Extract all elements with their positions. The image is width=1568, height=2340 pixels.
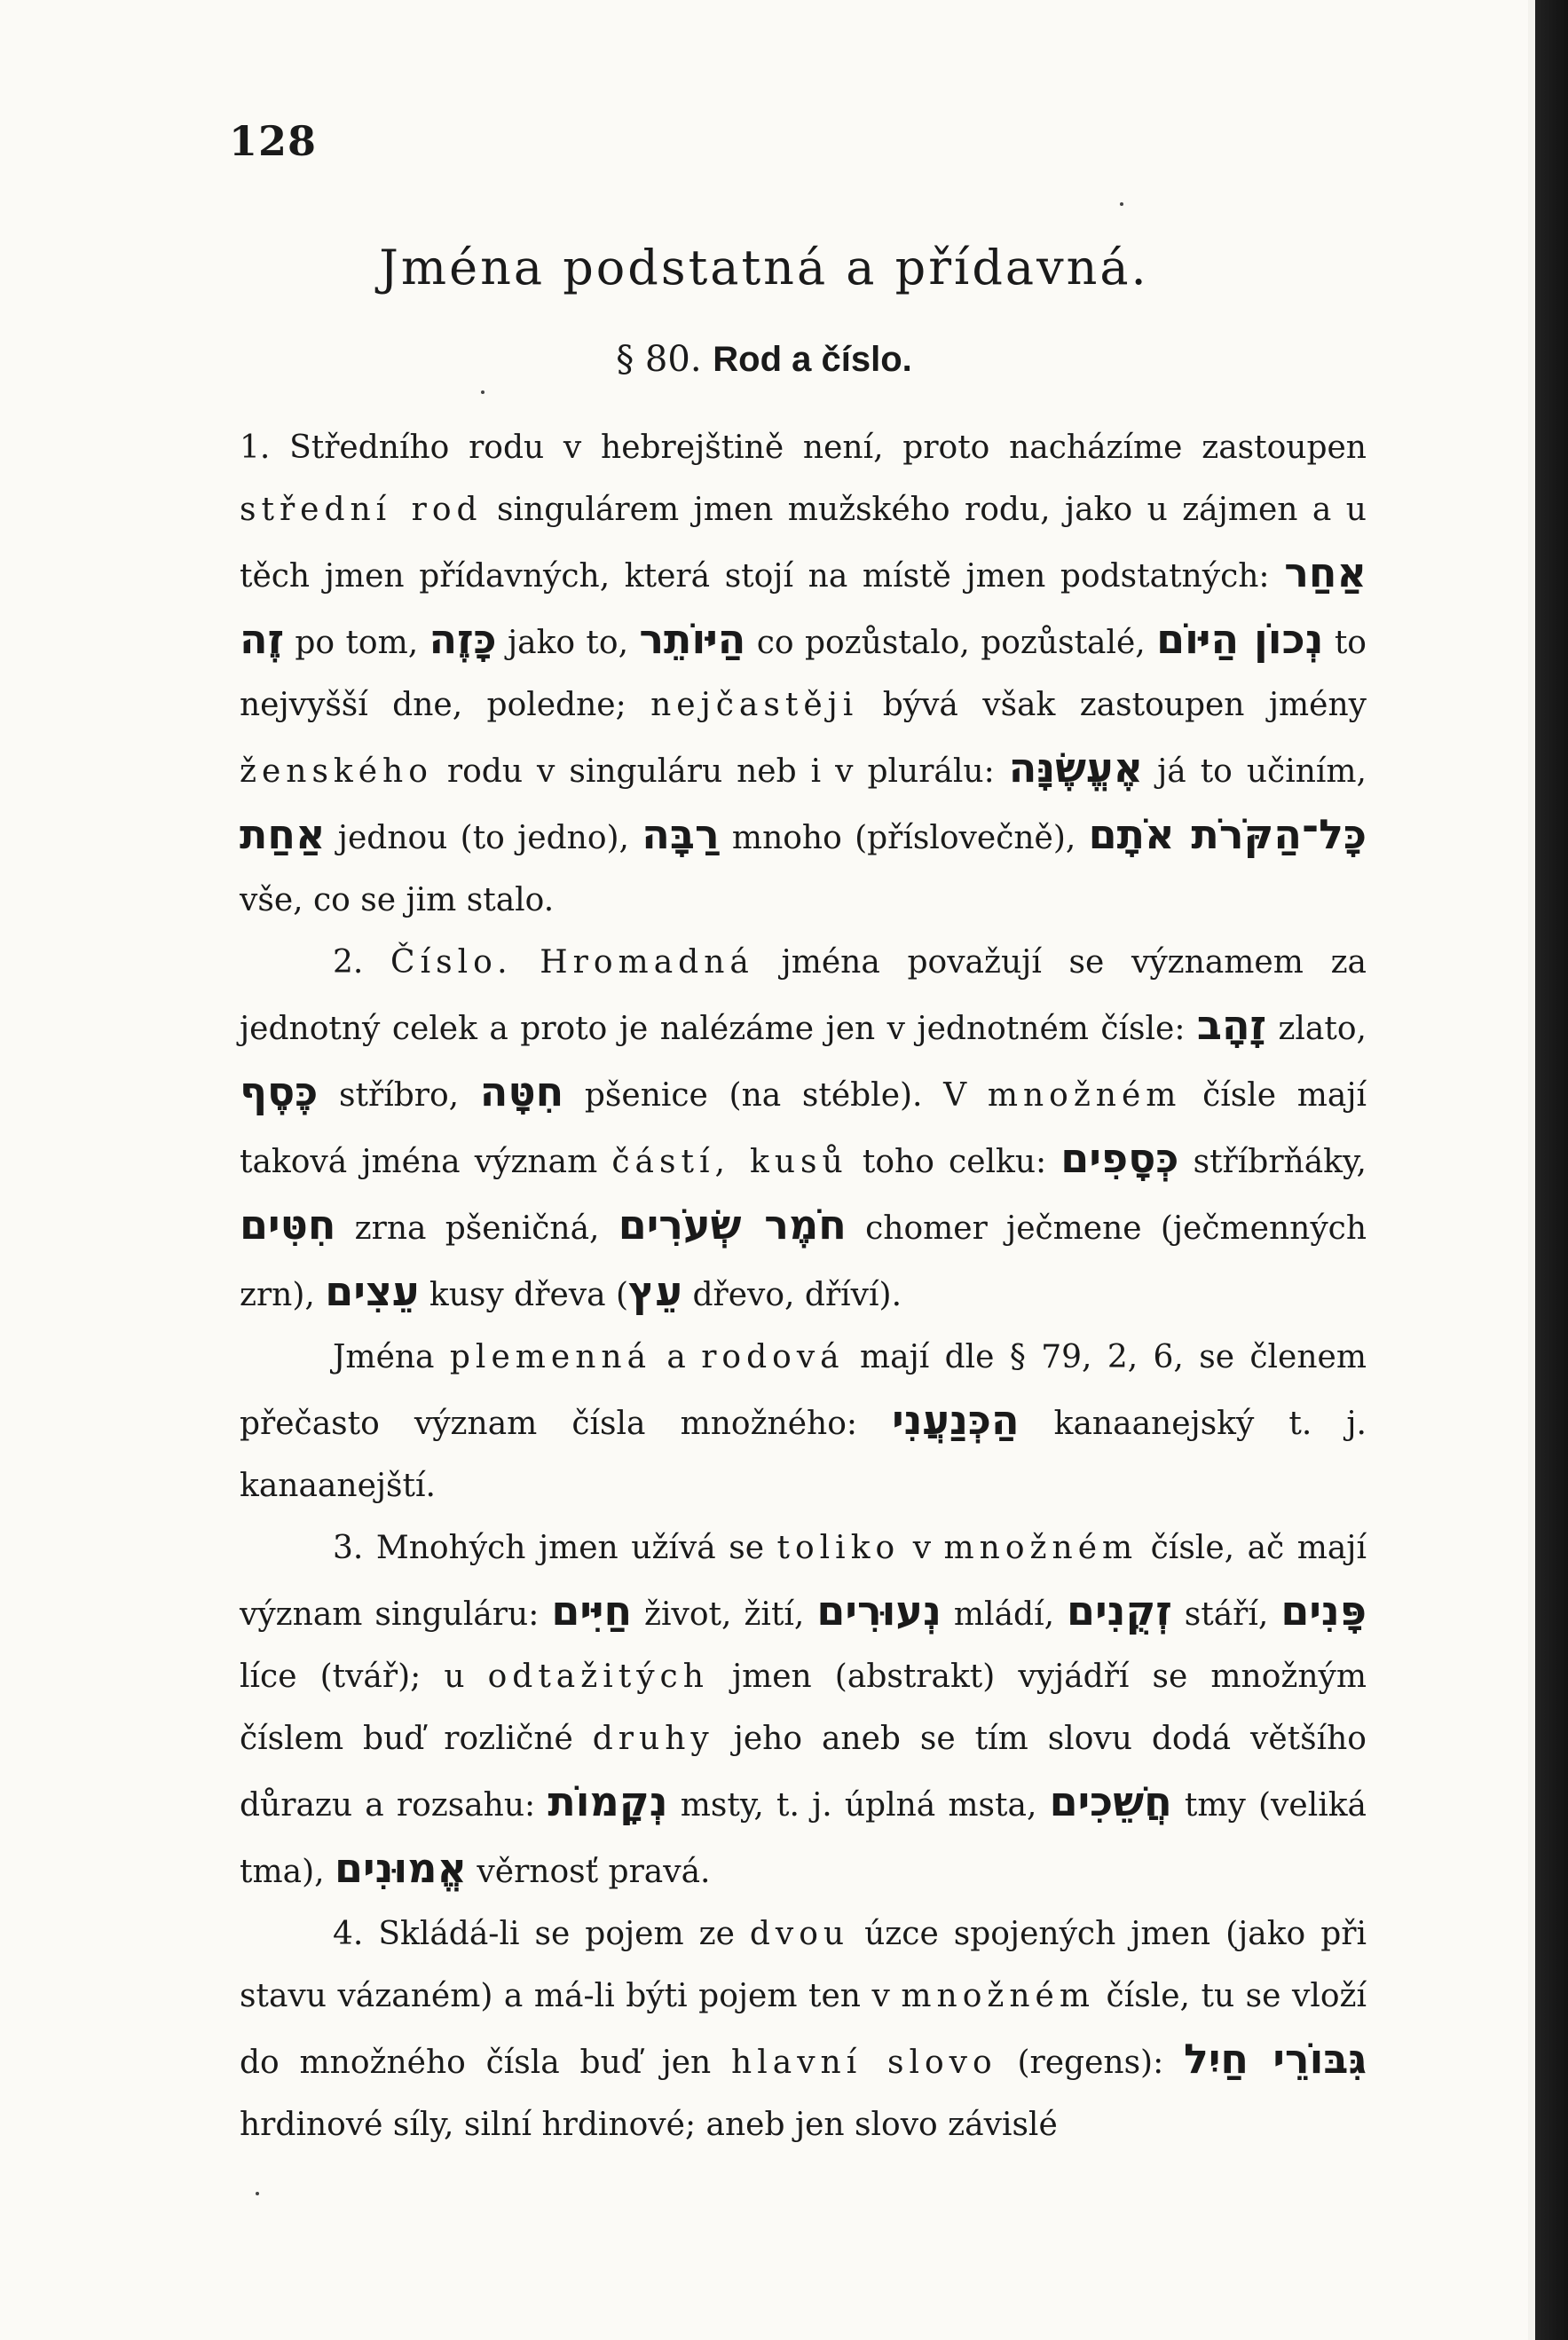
text-run: čísle, tu se vloží do množného čísla buď jen: [240, 1978, 1367, 2081]
emphasized-text: částí, kusů: [611, 1144, 848, 1180]
hebrew-word: עֵץ: [628, 1267, 683, 1315]
hebrew-word: אֱמוּנִים: [335, 1844, 467, 1892]
text-run: líce (tvář); u: [240, 1658, 488, 1695]
hebrew-word: נְכוֹן הַיּוֹם: [1156, 615, 1324, 663]
page-edge: [1528, 0, 1568, 2340]
text-run: Jména: [333, 1339, 450, 1375]
hebrew-word: כָּל־הַקֹּרֹת אֹתָם: [1088, 810, 1367, 858]
text-run: stříbrňáky,: [1178, 1144, 1367, 1180]
emphasized-text: nejčastěji: [650, 687, 859, 723]
text-run: 4. Skládá-li se pojem ze: [333, 1916, 750, 1952]
text-run: a: [651, 1339, 702, 1375]
hebrew-word: חִטִּים: [240, 1201, 336, 1249]
text-run: vše, co se jim stalo.: [240, 882, 555, 918]
hebrew-word: זְקֻנִים: [1067, 1587, 1172, 1635]
text-run: v: [900, 1530, 944, 1566]
emphasized-text: druhy: [592, 1721, 714, 1757]
hebrew-word: נְעוּרִים: [816, 1587, 942, 1635]
text-run: rodu v singuláru neb i v plurálu:: [432, 753, 1009, 790]
text-run: 1. Středního rodu v hebrejštině není, proto nacházíme zastoupen: [240, 429, 1367, 466]
text-run: jako to,: [496, 625, 640, 661]
text-run: pšenice (na stéble). V: [563, 1077, 988, 1114]
print-speck: [481, 390, 485, 394]
text-run: singulárem jmen mužského rodu, jako u zájmen a u těch jmen přídavných, která stojí na místě jmen podstatných:: [240, 492, 1367, 595]
hebrew-word: כְּסָפִים: [1060, 1134, 1179, 1182]
text-run: 2.: [333, 944, 391, 981]
text-run: toho celku:: [847, 1144, 1061, 1180]
hebrew-word: אַחַר זֶה: [240, 548, 1367, 663]
paragraph-1: [240, 417, 1367, 932]
emphasized-text: plemenná: [449, 1339, 652, 1375]
print-speck: [1120, 202, 1123, 206]
paragraph-4: [240, 1517, 1367, 1903]
text-run: bývá však zastoupen jmény: [858, 687, 1367, 723]
text-run: zrna pšeničná,: [335, 1210, 619, 1247]
hebrew-word: פָּנִים: [1280, 1587, 1367, 1635]
hebrew-word: אֶעֱשֶׂנָּה: [1008, 744, 1144, 792]
text-run: [513, 944, 540, 981]
emphasized-text: hlavní slovo: [731, 2045, 997, 2081]
hebrew-word: זָהָב: [1196, 1001, 1266, 1049]
text-run: stříbro,: [318, 1077, 480, 1114]
text-run: já to učiním,: [1143, 753, 1367, 790]
section-heading: [0, 339, 1528, 380]
text-run: co pozůstalo, pozůstalé,: [745, 625, 1157, 661]
hebrew-word: הַיּוֹתֵר: [639, 615, 746, 663]
section-symbol: § 80.: [616, 339, 702, 380]
text-run: čísle, ač mají význam singuláru:: [240, 1530, 1367, 1633]
hebrew-word: הַכְּנַעֲנִי: [892, 1396, 1020, 1444]
text-run: jednou (to jedno),: [325, 820, 642, 856]
text-run: kusy dřeva (: [419, 1277, 629, 1313]
body-text: [240, 417, 1367, 2156]
hebrew-word: רַבָּה: [642, 810, 720, 858]
text-run: mnoho (příslovečně),: [719, 820, 1089, 856]
hebrew-word: חֹמֶר שְׂעֹרִים: [618, 1201, 847, 1249]
hebrew-word: נְקָמוֹת: [548, 1777, 668, 1825]
emphasized-text: Číslo.: [390, 944, 513, 981]
text-run: zlato,: [1266, 1011, 1367, 1047]
text-run: věrnosť pravá.: [466, 1854, 711, 1890]
paragraph-5: [240, 1903, 1367, 2156]
text-run: úzce spojených jmen (jako při stavu vázaném) a má-li býti pojem ten v: [240, 1916, 1367, 2014]
emphasized-text: Hromadná: [540, 944, 754, 981]
emphasized-text: množném: [901, 1978, 1095, 2014]
hebrew-word: חִטָּה: [479, 1068, 564, 1115]
hebrew-word: חֲשֵׁכִים: [1049, 1777, 1172, 1825]
text-run: msty, t. j. úplná msta,: [667, 1787, 1050, 1824]
emphasized-text: množném: [943, 1530, 1139, 1566]
page-number: 128: [229, 117, 318, 165]
emphasized-text: dvou: [749, 1916, 850, 1952]
text-run: 3. Mnohých jmen užívá se: [333, 1530, 777, 1566]
text-run: po tom,: [284, 625, 429, 661]
emphasized-text: množném: [987, 1077, 1182, 1114]
print-speck: [256, 2192, 259, 2195]
text-run: mají dle § 79, 2, 6, se členem přečasto význam čísla množného:: [240, 1339, 1367, 1442]
text-run: to nejvyšší dne, poledne;: [240, 625, 1367, 723]
text-run: život, žití,: [632, 1596, 817, 1633]
hebrew-word: חַיִּים: [551, 1587, 633, 1635]
hebrew-word: אַחַת: [240, 810, 326, 858]
text-run: stáří,: [1171, 1596, 1281, 1633]
text-run: (regens):: [997, 2045, 1185, 2081]
text-run: jeho aneb se tím slovu dodá většího důrazu a rozsahu:: [240, 1721, 1367, 1824]
text-run: jména považují se významem za jednotný celek a proto je nalézáme jen v jednotném čísle:: [240, 944, 1367, 1047]
hebrew-word: גִּבּוֹרֵי חַיִל: [1184, 2035, 1367, 2083]
section-title: Rod a číslo.: [713, 340, 912, 379]
text-run: kanaanejský t. j. kanaanejští.: [240, 1406, 1367, 1504]
hebrew-word: עֵצִים: [325, 1267, 420, 1315]
hebrew-word: כָּזֶה: [429, 615, 497, 663]
emphasized-text: rodová: [701, 1339, 845, 1375]
paragraph-3: [240, 1327, 1367, 1517]
text-run: hrdinové síly, silní hrdinové; aneb jen slovo závislé: [240, 2107, 1058, 2143]
text-run: tmy (veliká tma),: [240, 1787, 1367, 1890]
chapter-title: Jména podstatná a přídavná.: [379, 240, 1149, 295]
paragraph-2: [240, 932, 1367, 1327]
text-run: dřevo, dříví).: [682, 1277, 902, 1313]
emphasized-text: odtažitých: [487, 1658, 709, 1695]
text-run: mládí,: [941, 1596, 1068, 1633]
emphasized-text: ženského: [240, 753, 433, 790]
text-run: čísle mají taková jména význam: [240, 1077, 1367, 1180]
text-run: jmen (abstrakt) vyjádří se množným číslem buď rozličné: [240, 1658, 1367, 1757]
text-run: chomer ječmene (ječmenných zrn),: [240, 1210, 1367, 1313]
emphasized-text: střední rod: [240, 492, 483, 528]
emphasized-text: toliko: [776, 1530, 901, 1566]
hebrew-word: כֶּסֶף: [240, 1068, 319, 1115]
